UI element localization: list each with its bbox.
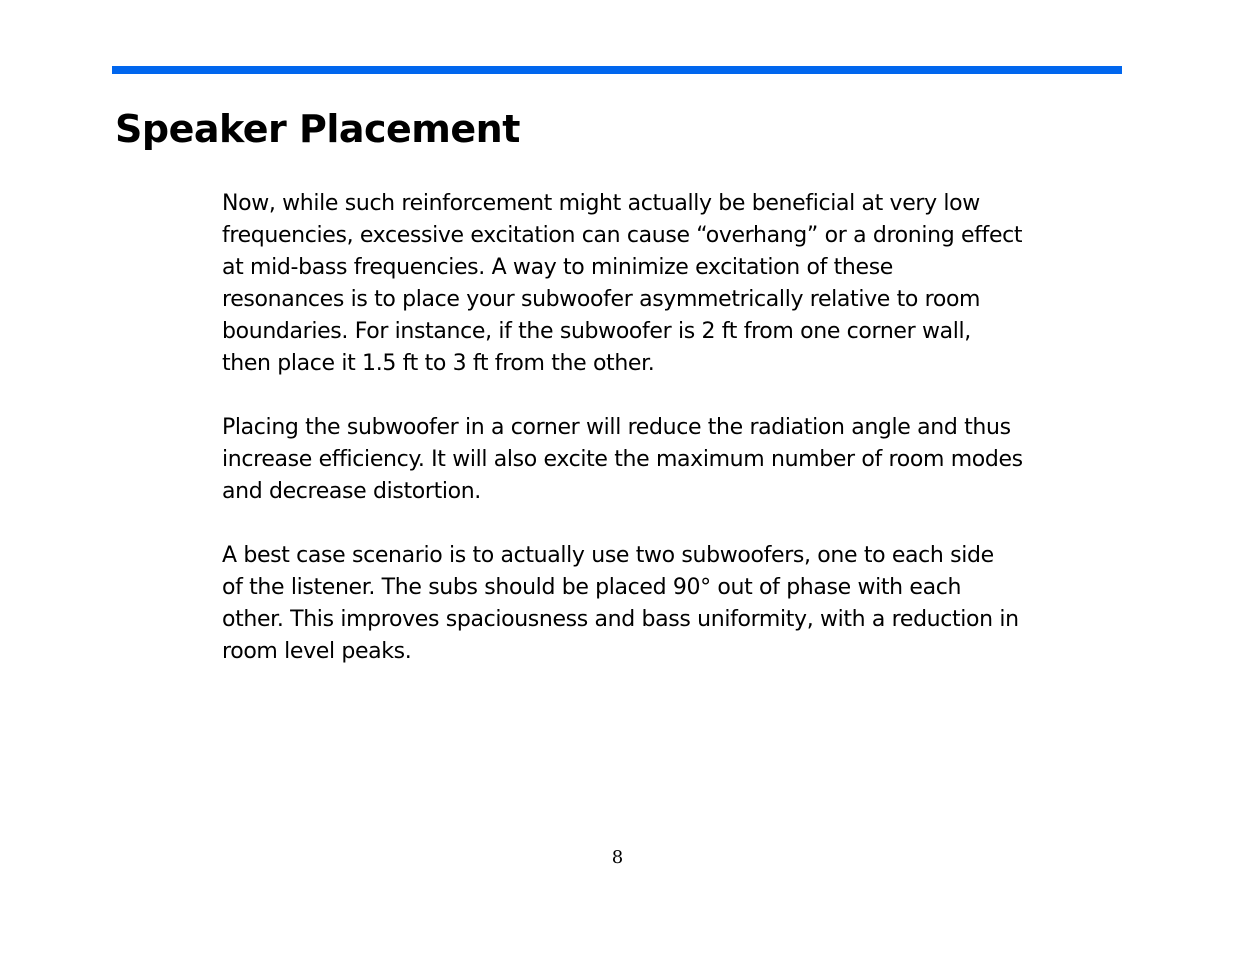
text-line: of the listener. The subs should be placed 90° out of phase with each — [222, 575, 962, 600]
paragraph-reinforcement — [222, 188, 1112, 380]
text-line: room level peaks. — [222, 639, 412, 664]
text-line: and decrease distortion. — [222, 479, 481, 504]
text-line: increase efficiency. It will also excite the maximum number of room modes — [222, 447, 1023, 472]
text-line: Placing the subwoofer in a corner will reduce the radiation angle and thus — [222, 415, 1011, 440]
text-line: Now, while such reinforcement might actually be beneficial at very low — [222, 191, 980, 216]
slide-title: Speaker Placement — [115, 107, 520, 151]
paragraph-two-subwoofers — [222, 540, 1112, 668]
text-line: then place it 1.5 ft to 3 ft from the other. — [222, 351, 655, 376]
page-number: 8 — [611, 847, 624, 868]
text-line: at mid-bass frequencies. A way to minimize excitation of these — [222, 255, 893, 280]
text-line: other. This improves spaciousness and bass uniformity, with a reduction in — [222, 607, 1019, 632]
text-line: boundaries. For instance, if the subwoofer is 2 ft from one corner wall, — [222, 319, 971, 344]
slide-body — [222, 188, 1112, 700]
text-line: resonances is to place your subwoofer asymmetrically relative to room — [222, 287, 981, 312]
paragraph-corner-placement — [222, 412, 1112, 508]
text-line: A best case scenario is to actually use two subwoofers, one to each side — [222, 543, 994, 568]
text-line: frequencies, excessive excitation can cause “overhang” or a droning effect — [222, 223, 1023, 248]
title-accent-rule — [112, 66, 1122, 74]
